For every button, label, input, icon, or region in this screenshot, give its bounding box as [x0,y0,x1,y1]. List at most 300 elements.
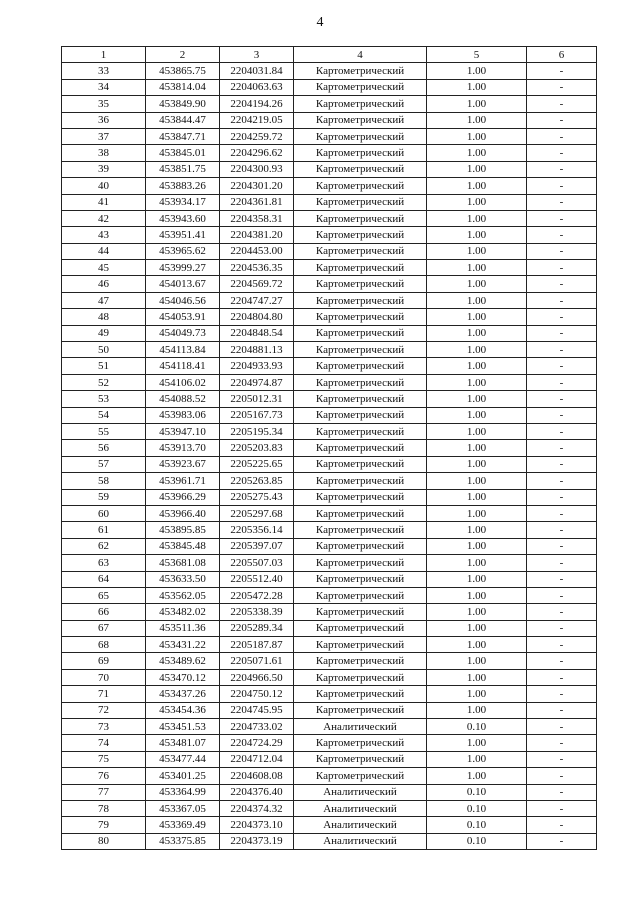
x-coordinate-cell: 453845.01 [146,145,220,161]
y-coordinate-cell: 2204361.81 [220,194,294,210]
accuracy-cell: 1.00 [427,292,527,308]
header-cell-5: 5 [427,47,527,63]
table-row [62,178,597,194]
x-coordinate-cell: 453481.07 [146,735,220,751]
x-coordinate-cell: 454053.91 [146,309,220,325]
y-coordinate-cell: 2205225.65 [220,456,294,472]
method-cell: Картометрический [294,686,427,702]
table-row [62,686,597,702]
method-cell: Картометрический [294,456,427,472]
method-cell: Картометрический [294,145,427,161]
table-row [62,587,597,603]
accuracy-cell: 1.00 [427,407,527,423]
note-cell: - [527,423,597,439]
accuracy-cell: 1.00 [427,456,527,472]
point-number-cell: 48 [62,309,146,325]
table-row [62,735,597,751]
accuracy-cell: 1.00 [427,440,527,456]
table-header [62,47,597,63]
table-row [62,423,597,439]
method-cell: Картометрический [294,243,427,259]
accuracy-cell: 1.00 [427,112,527,128]
table-row [62,620,597,636]
table-row [62,702,597,718]
x-coordinate-cell: 454046.56 [146,292,220,308]
x-coordinate-cell: 453883.26 [146,178,220,194]
note-cell: - [527,260,597,276]
x-coordinate-cell: 453681.08 [146,555,220,571]
accuracy-cell: 1.00 [427,391,527,407]
y-coordinate-cell: 2205071.61 [220,653,294,669]
point-number-cell: 80 [62,833,146,849]
note-cell: - [527,702,597,718]
point-number-cell: 77 [62,784,146,800]
accuracy-cell: 1.00 [427,374,527,390]
point-number-cell: 46 [62,276,146,292]
note-cell: - [527,194,597,210]
accuracy-cell: 1.00 [427,555,527,571]
note-cell: - [527,63,597,79]
x-coordinate-cell: 453845.48 [146,538,220,554]
point-number-cell: 65 [62,587,146,603]
accuracy-cell: 1.00 [427,358,527,374]
y-coordinate-cell: 2205356.14 [220,522,294,538]
table-row [62,145,597,161]
table-row [62,128,597,144]
x-coordinate-cell: 453511.36 [146,620,220,636]
point-number-cell: 70 [62,669,146,685]
point-number-cell: 54 [62,407,146,423]
y-coordinate-cell: 2205397.07 [220,538,294,554]
point-number-cell: 36 [62,112,146,128]
note-cell: - [527,276,597,292]
x-coordinate-cell: 453844.47 [146,112,220,128]
method-cell: Картометрический [294,112,427,128]
x-coordinate-cell: 454088.52 [146,391,220,407]
x-coordinate-cell: 453951.41 [146,227,220,243]
table-row [62,456,597,472]
note-cell: - [527,784,597,800]
y-coordinate-cell: 2204804.80 [220,309,294,325]
table-body [62,63,597,850]
note-cell: - [527,653,597,669]
note-cell: - [527,440,597,456]
y-coordinate-cell: 2204536.35 [220,260,294,276]
accuracy-cell: 1.00 [427,751,527,767]
header-row [62,47,597,63]
accuracy-cell: 1.00 [427,473,527,489]
point-number-cell: 52 [62,374,146,390]
point-number-cell: 44 [62,243,146,259]
note-cell: - [527,325,597,341]
table-row [62,292,597,308]
accuracy-cell: 1.00 [427,227,527,243]
method-cell: Картометрический [294,128,427,144]
accuracy-cell: 0.10 [427,833,527,849]
point-number-cell: 78 [62,800,146,816]
accuracy-cell: 1.00 [427,342,527,358]
y-coordinate-cell: 2204219.05 [220,112,294,128]
note-cell: - [527,391,597,407]
note-cell: - [527,210,597,226]
point-number-cell: 33 [62,63,146,79]
accuracy-cell: 1.00 [427,63,527,79]
point-number-cell: 50 [62,342,146,358]
y-coordinate-cell: 2204712.04 [220,751,294,767]
y-coordinate-cell: 2205263.85 [220,473,294,489]
method-cell: Аналитический [294,800,427,816]
accuracy-cell: 1.00 [427,735,527,751]
note-cell: - [527,768,597,784]
method-cell: Картометрический [294,79,427,95]
y-coordinate-cell: 2204733.02 [220,719,294,735]
y-coordinate-cell: 2204296.62 [220,145,294,161]
table-row [62,161,597,177]
note-cell: - [527,637,597,653]
point-number-cell: 56 [62,440,146,456]
table-row [62,194,597,210]
x-coordinate-cell: 453364.99 [146,784,220,800]
point-number-cell: 62 [62,538,146,554]
header-cell-2: 2 [146,47,220,63]
method-cell: Картометрический [294,423,427,439]
method-cell: Картометрический [294,325,427,341]
y-coordinate-cell: 2204374.32 [220,800,294,816]
table-row [62,210,597,226]
method-cell: Картометрический [294,505,427,521]
x-coordinate-cell: 453983.06 [146,407,220,423]
note-cell: - [527,489,597,505]
x-coordinate-cell: 453367.05 [146,800,220,816]
table-row [62,391,597,407]
accuracy-cell: 1.00 [427,505,527,521]
accuracy-cell: 1.00 [427,587,527,603]
note-cell: - [527,817,597,833]
note-cell: - [527,96,597,112]
y-coordinate-cell: 2204453.00 [220,243,294,259]
note-cell: - [527,669,597,685]
point-number-cell: 53 [62,391,146,407]
header-cell-3: 3 [220,47,294,63]
y-coordinate-cell: 2204358.31 [220,210,294,226]
y-coordinate-cell: 2204724.29 [220,735,294,751]
note-cell: - [527,735,597,751]
method-cell: Картометрический [294,735,427,751]
x-coordinate-cell: 454106.02 [146,374,220,390]
y-coordinate-cell: 2204750.12 [220,686,294,702]
note-cell: - [527,292,597,308]
table-row [62,342,597,358]
table-row [62,669,597,685]
y-coordinate-cell: 2205187.87 [220,637,294,653]
table-row [62,784,597,800]
y-coordinate-cell: 2205167.73 [220,407,294,423]
method-cell: Картометрический [294,407,427,423]
y-coordinate-cell: 2204974.87 [220,374,294,390]
y-coordinate-cell: 2204933.93 [220,358,294,374]
x-coordinate-cell: 453847.71 [146,128,220,144]
note-cell: - [527,456,597,472]
y-coordinate-cell: 2204031.84 [220,63,294,79]
point-number-cell: 74 [62,735,146,751]
note-cell: - [527,555,597,571]
point-number-cell: 79 [62,817,146,833]
point-number-cell: 41 [62,194,146,210]
method-cell: Картометрический [294,194,427,210]
y-coordinate-cell: 2205297.68 [220,505,294,521]
point-number-cell: 61 [62,522,146,538]
method-cell: Картометрический [294,178,427,194]
accuracy-cell: 1.00 [427,260,527,276]
method-cell: Картометрический [294,669,427,685]
y-coordinate-cell: 2205338.39 [220,604,294,620]
table-row [62,276,597,292]
x-coordinate-cell: 453966.40 [146,505,220,521]
table-row [62,604,597,620]
table-row [62,112,597,128]
x-coordinate-cell: 453895.85 [146,522,220,538]
method-cell: Картометрический [294,555,427,571]
table-row [62,260,597,276]
point-number-cell: 57 [62,456,146,472]
accuracy-cell: 1.00 [427,669,527,685]
x-coordinate-cell: 453961.71 [146,473,220,489]
table-row [62,489,597,505]
x-coordinate-cell: 453633.50 [146,571,220,587]
accuracy-cell: 1.00 [427,538,527,554]
accuracy-cell: 1.00 [427,276,527,292]
point-number-cell: 47 [62,292,146,308]
point-number-cell: 75 [62,751,146,767]
method-cell: Аналитический [294,833,427,849]
accuracy-cell: 1.00 [427,423,527,439]
point-number-cell: 43 [62,227,146,243]
accuracy-cell: 0.10 [427,719,527,735]
note-cell: - [527,473,597,489]
note-cell: - [527,112,597,128]
table-row [62,505,597,521]
accuracy-cell: 1.00 [427,178,527,194]
point-number-cell: 39 [62,161,146,177]
method-cell: Картометрический [294,768,427,784]
method-cell: Картометрический [294,276,427,292]
y-coordinate-cell: 2204376.40 [220,784,294,800]
x-coordinate-cell: 453401.25 [146,768,220,784]
note-cell: - [527,178,597,194]
x-coordinate-cell: 453965.62 [146,243,220,259]
accuracy-cell: 1.00 [427,79,527,95]
accuracy-cell: 1.00 [427,210,527,226]
accuracy-cell: 0.10 [427,817,527,833]
table-row [62,63,597,79]
method-cell: Картометрический [294,260,427,276]
y-coordinate-cell: 2205512.40 [220,571,294,587]
x-coordinate-cell: 453865.75 [146,63,220,79]
note-cell: - [527,145,597,161]
point-number-cell: 58 [62,473,146,489]
method-cell: Аналитический [294,719,427,735]
note-cell: - [527,833,597,849]
x-coordinate-cell: 453369.49 [146,817,220,833]
y-coordinate-cell: 2205275.43 [220,489,294,505]
table-row [62,309,597,325]
table-row [62,358,597,374]
accuracy-cell: 1.00 [427,604,527,620]
point-number-cell: 66 [62,604,146,620]
y-coordinate-cell: 2205203.83 [220,440,294,456]
table-row [62,833,597,849]
method-cell: Картометрический [294,571,427,587]
method-cell: Аналитический [294,817,427,833]
table-row [62,555,597,571]
y-coordinate-cell: 2204966.50 [220,669,294,685]
x-coordinate-cell: 454049.73 [146,325,220,341]
table-row [62,79,597,95]
accuracy-cell: 1.00 [427,243,527,259]
y-coordinate-cell: 2204373.10 [220,817,294,833]
note-cell: - [527,620,597,636]
table-row [62,538,597,554]
x-coordinate-cell: 453470.12 [146,669,220,685]
note-cell: - [527,571,597,587]
table-row [62,407,597,423]
method-cell: Картометрический [294,309,427,325]
y-coordinate-cell: 2204608.08 [220,768,294,784]
table-row [62,325,597,341]
accuracy-cell: 1.00 [427,702,527,718]
note-cell: - [527,243,597,259]
table-row [62,637,597,653]
note-cell: - [527,686,597,702]
y-coordinate-cell: 2205472.28 [220,587,294,603]
method-cell: Картометрический [294,161,427,177]
y-coordinate-cell: 2204300.93 [220,161,294,177]
point-number-cell: 67 [62,620,146,636]
point-number-cell: 55 [62,423,146,439]
table-row [62,751,597,767]
x-coordinate-cell: 453943.60 [146,210,220,226]
accuracy-cell: 1.00 [427,768,527,784]
x-coordinate-cell: 453477.44 [146,751,220,767]
accuracy-cell: 1.00 [427,96,527,112]
point-number-cell: 64 [62,571,146,587]
table-row [62,653,597,669]
note-cell: - [527,407,597,423]
method-cell: Картометрический [294,391,427,407]
table-row [62,473,597,489]
method-cell: Картометрический [294,227,427,243]
table-row [62,817,597,833]
x-coordinate-cell: 453851.75 [146,161,220,177]
table-row [62,440,597,456]
table-row [62,522,597,538]
y-coordinate-cell: 2204747.27 [220,292,294,308]
x-coordinate-cell: 453849.90 [146,96,220,112]
point-number-cell: 42 [62,210,146,226]
note-cell: - [527,374,597,390]
point-number-cell: 63 [62,555,146,571]
method-cell: Картометрический [294,538,427,554]
note-cell: - [527,719,597,735]
point-number-cell: 69 [62,653,146,669]
point-number-cell: 38 [62,145,146,161]
accuracy-cell: 1.00 [427,161,527,177]
accuracy-cell: 1.00 [427,128,527,144]
header-cell-4: 4 [294,47,427,63]
note-cell: - [527,604,597,620]
method-cell: Картометрический [294,292,427,308]
point-number-cell: 51 [62,358,146,374]
x-coordinate-cell: 453451.53 [146,719,220,735]
x-coordinate-cell: 453934.17 [146,194,220,210]
note-cell: - [527,79,597,95]
note-cell: - [527,161,597,177]
method-cell: Аналитический [294,784,427,800]
header-cell-1: 1 [62,47,146,63]
x-coordinate-cell: 453489.62 [146,653,220,669]
y-coordinate-cell: 2204063.63 [220,79,294,95]
y-coordinate-cell: 2204373.19 [220,833,294,849]
point-number-cell: 68 [62,637,146,653]
y-coordinate-cell: 2204301.20 [220,178,294,194]
y-coordinate-cell: 2205289.34 [220,620,294,636]
accuracy-cell: 1.00 [427,653,527,669]
method-cell: Картометрический [294,702,427,718]
note-cell: - [527,800,597,816]
method-cell: Картометрический [294,210,427,226]
accuracy-cell: 1.00 [427,194,527,210]
point-number-cell: 34 [62,79,146,95]
point-number-cell: 60 [62,505,146,521]
x-coordinate-cell: 453454.36 [146,702,220,718]
note-cell: - [527,538,597,554]
x-coordinate-cell: 453999.27 [146,260,220,276]
note-cell: - [527,587,597,603]
table-row [62,571,597,587]
header-cell-6: 6 [527,47,597,63]
y-coordinate-cell: 2205195.34 [220,423,294,439]
y-coordinate-cell: 2204259.72 [220,128,294,144]
method-cell: Картометрический [294,440,427,456]
y-coordinate-cell: 2204569.72 [220,276,294,292]
note-cell: - [527,227,597,243]
note-cell: - [527,309,597,325]
page-number: 4 [316,15,324,30]
y-coordinate-cell: 2204381.20 [220,227,294,243]
method-cell: Картометрический [294,620,427,636]
x-coordinate-cell: 453947.10 [146,423,220,439]
y-coordinate-cell: 2204194.26 [220,96,294,112]
method-cell: Картометрический [294,587,427,603]
table-row [62,227,597,243]
accuracy-cell: 1.00 [427,145,527,161]
method-cell: Картометрический [294,473,427,489]
accuracy-cell: 1.00 [427,686,527,702]
method-cell: Картометрический [294,522,427,538]
method-cell: Картометрический [294,637,427,653]
x-coordinate-cell: 453923.67 [146,456,220,472]
table-row [62,243,597,259]
accuracy-cell: 0.10 [427,800,527,816]
y-coordinate-cell: 2205012.31 [220,391,294,407]
note-cell: - [527,522,597,538]
x-coordinate-cell: 454113.84 [146,342,220,358]
x-coordinate-cell: 453966.29 [146,489,220,505]
point-number-cell: 35 [62,96,146,112]
x-coordinate-cell: 453482.02 [146,604,220,620]
coordinates-table [61,46,597,850]
x-coordinate-cell: 453375.85 [146,833,220,849]
